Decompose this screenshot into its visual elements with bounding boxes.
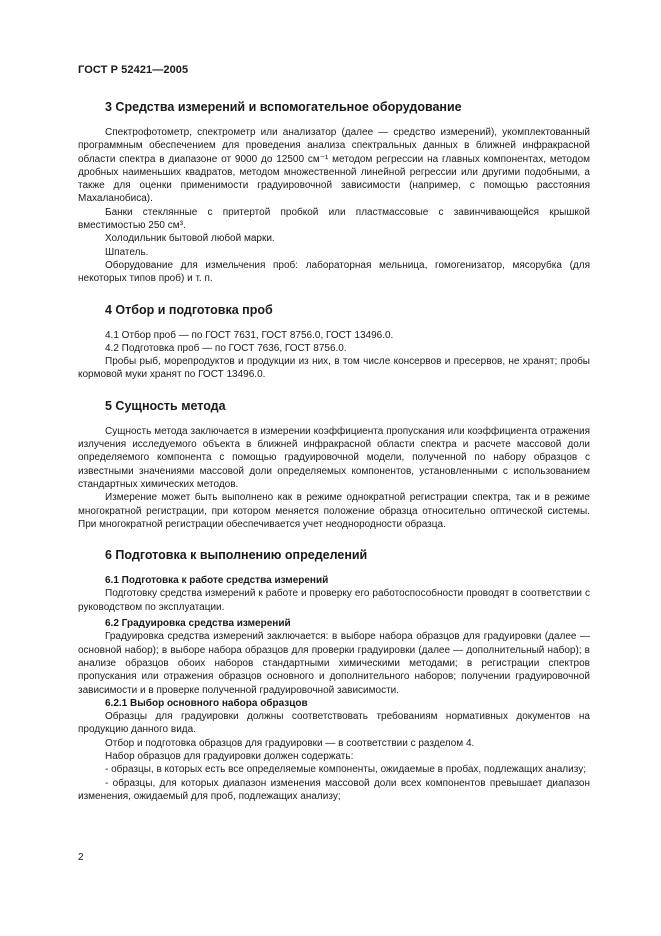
list-item: - образцы, для которых диапазон изменения массовой доли всех компонентов превышает диапазон изменения, ожидаемый для проб, подлежащих анализу;: [78, 777, 590, 802]
list-item: - образцы, в которых есть все определяемые компоненты, ожидаемые в пробах, подлежащих анализу;: [105, 764, 586, 776]
paragraph: Спектрофотометр, спектрометр или анализатор (далее — средство измерений), укомплектованный программным обеспечением для проведения анализа спектральных данных в ближней инфракрасной области спектра в диапазоне от 9000 до 12500 см⁻¹ методом регрессии на главных компонентах, методом дробных наименьших квадратов, методом множественной линейной регрессии или другими подобными, а также для оценки применимости градуировочной зависимости (например, с помощью расстояния Махаланобиса).: [78, 127, 590, 205]
subsection-6-2-title: 6.2 Градуировка средства измерений: [105, 618, 291, 630]
section-5: [78, 399, 590, 531]
paragraph: Набор образцов для градуировки должен содержать:: [105, 750, 354, 762]
page-content: [78, 100, 590, 820]
section-6: [78, 548, 590, 803]
section-6-title: 6 Подготовка к выполнению определений: [105, 548, 368, 563]
section-4-title: 4 Отбор и подготовка проб: [105, 302, 273, 317]
paragraph: 4.2 Подготовка проб — по ГОСТ 7636, ГОСТ 8756.0.: [105, 342, 347, 354]
paragraph: Отбор и подготовка образцов для градуировки — в соответствии с разделом 4.: [105, 737, 475, 749]
paragraph: Образцы для градуировки должны соответствовать требованиям нормативных документов на продукцию данного вида.: [78, 711, 590, 736]
document-header: ГОСТ Р 52421—2005: [78, 64, 189, 76]
paragraph: Пробы рыб, морепродуктов и продукции из них, в том числе консервов и пресервов, не хранят; пробы кормовой муки хранят по ГОСТ 13496.0.: [78, 356, 590, 381]
subsection-6-1-title: 6.1 Подготовка к работе средства измерений: [105, 575, 329, 587]
section-3: [78, 100, 590, 286]
paragraph: Сущность метода заключается в измерении коэффициента пропускания или коэффициента отражения излучения исследуемого объекта в ближней инфракрасной области спектра и расчете массовой доли определяемого компонента с помощью градуировочной модели, полученной по набору образцов с известными значениями массовой доли определяемых компонентов, установленными с использованием стандартных химических методов.: [78, 425, 590, 490]
paragraph: Шпатель.: [105, 246, 149, 258]
page-number: 2: [78, 852, 84, 863]
section-4: [78, 303, 590, 382]
paragraph: Градуировка средства измерений заключается: в выборе набора образцов для градуировки (далее — основной набор); в выборе набора образцов для проверки градуировки (далее — дополнительный набор); в анализе образцов обоих наборов стандартными химическими методами; в регистрации спектров пропускания или отражения образцов основного и дополнительного наборов; получении градуировочной зависимости и в проверке полученной градуировочной зависимости.: [78, 631, 590, 696]
section-3-title: 3 Средства измерений и вспомогательное оборудование: [105, 100, 462, 114]
paragraph: Оборудование для измельчения проб: лабораторная мельница, гомогенизатор, мясорубка (для некоторых типов проб) и т. п.: [78, 259, 590, 285]
section-5-title: 5 Сущность метода: [105, 398, 226, 413]
paragraph: Подготовку средства измерений к работе и проверку его работоспособности проводят в соответствии с руководством по эксплуатации.: [78, 588, 590, 613]
paragraph: Холодильник бытовой любой марки.: [105, 233, 275, 245]
paragraph: Измерение может быть выполнено как в режиме однократной регистрации спектра, так и в режиме многократной регистрации, при котором меняется положение образца относительно оптической системы. При многократной регистрации обеспечивается учет неоднородности образца.: [78, 492, 590, 530]
subsection-6-2-1-title: 6.2.1 Выбор основного набора образцов: [105, 697, 308, 709]
paragraph: 4.1 Отбор проб — по ГОСТ 7631, ГОСТ 8756.0, ГОСТ 13496.0.: [105, 329, 394, 341]
paragraph: Банки стеклянные с притертой пробкой или пластмассовые с завинчивающейся крышкой вместимостью 250 см³.: [78, 206, 590, 232]
